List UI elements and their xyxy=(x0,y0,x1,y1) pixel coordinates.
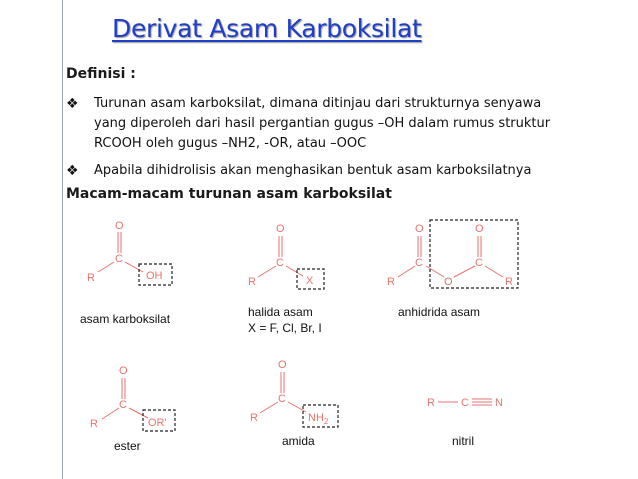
amide-group: $NH_2$ xyxy=(308,412,329,426)
anhydride-r-1: R xyxy=(387,276,395,288)
bullet-definition-line-3: RCOOH oleh gugus –NH2, -OR, atau –OOC xyxy=(94,136,367,151)
bullet-definition-line-2: yang diperoleh dari hasil pergantian gugus –OH dalam rumus struktur xyxy=(94,116,551,131)
caption-amide: amida xyxy=(282,434,315,448)
structure-anhydride xyxy=(387,220,518,288)
anhydride-oxygen-bridge: O xyxy=(444,276,453,288)
acid-carbon: C xyxy=(115,253,123,265)
caption-halide-note: X = F, Cl, Br, I xyxy=(248,321,322,335)
bullet-definition-line-1: Turunan asam karboksilat, dimana ditinjau dari strukturnya senyawa xyxy=(94,96,542,111)
definition-heading: Definisi : xyxy=(66,66,136,82)
halide-carbon: C xyxy=(276,257,284,269)
acid-oxygen: O xyxy=(115,220,124,232)
structure-acid xyxy=(87,220,172,285)
caption-acid: asam karboksilat xyxy=(80,312,171,326)
bullet-hydrolysis-text: Apabila dihidrolisis akan menghasikan bentuk asam karboksilatnya xyxy=(94,163,532,178)
nitrile-nitrogen: N xyxy=(495,397,503,409)
diamond-bullet-icon: ❖ xyxy=(66,163,79,179)
anhydride-carbon-1: C xyxy=(415,257,423,269)
anhydride-r-2: R xyxy=(505,276,513,288)
diamond-bullet-icon: ❖ xyxy=(66,96,79,112)
caption-ester: ester xyxy=(114,439,141,453)
structure-ester xyxy=(90,365,175,431)
ester-carbon: C xyxy=(119,399,127,411)
nitrile-r: R xyxy=(427,397,435,409)
ester-oxygen: O xyxy=(119,365,128,377)
anhydride-oxygen-1: O xyxy=(415,223,424,235)
acid-group: OH xyxy=(146,270,163,282)
structure-halide xyxy=(248,223,324,289)
halide-r: R xyxy=(248,276,256,288)
amide-r: R xyxy=(250,412,258,424)
amide-carbon: C xyxy=(278,393,286,405)
ester-r: R xyxy=(90,418,98,430)
anhydride-carbon-2: C xyxy=(475,257,483,269)
nitrile-carbon: C xyxy=(461,397,469,409)
caption-anhydride: anhidrida asam xyxy=(398,305,481,319)
structure-nitrile xyxy=(427,397,503,409)
halide-group: X xyxy=(306,275,314,287)
structure-amide xyxy=(250,359,338,427)
amide-group-subscript: 2 xyxy=(323,417,329,426)
slide-title: Derivat Asam Karboksilat xyxy=(112,14,422,43)
ester-group: OR' xyxy=(148,417,167,429)
caption-halide: halida asam xyxy=(248,305,313,319)
acid-r: R xyxy=(87,272,95,284)
halide-oxygen: O xyxy=(276,223,285,235)
types-heading: Macam-macam turunan asam karboksilat xyxy=(66,186,392,202)
anhydride-oxygen-2: O xyxy=(475,223,484,235)
caption-nitrile: nitril xyxy=(452,434,475,448)
amide-oxygen: O xyxy=(278,359,287,371)
